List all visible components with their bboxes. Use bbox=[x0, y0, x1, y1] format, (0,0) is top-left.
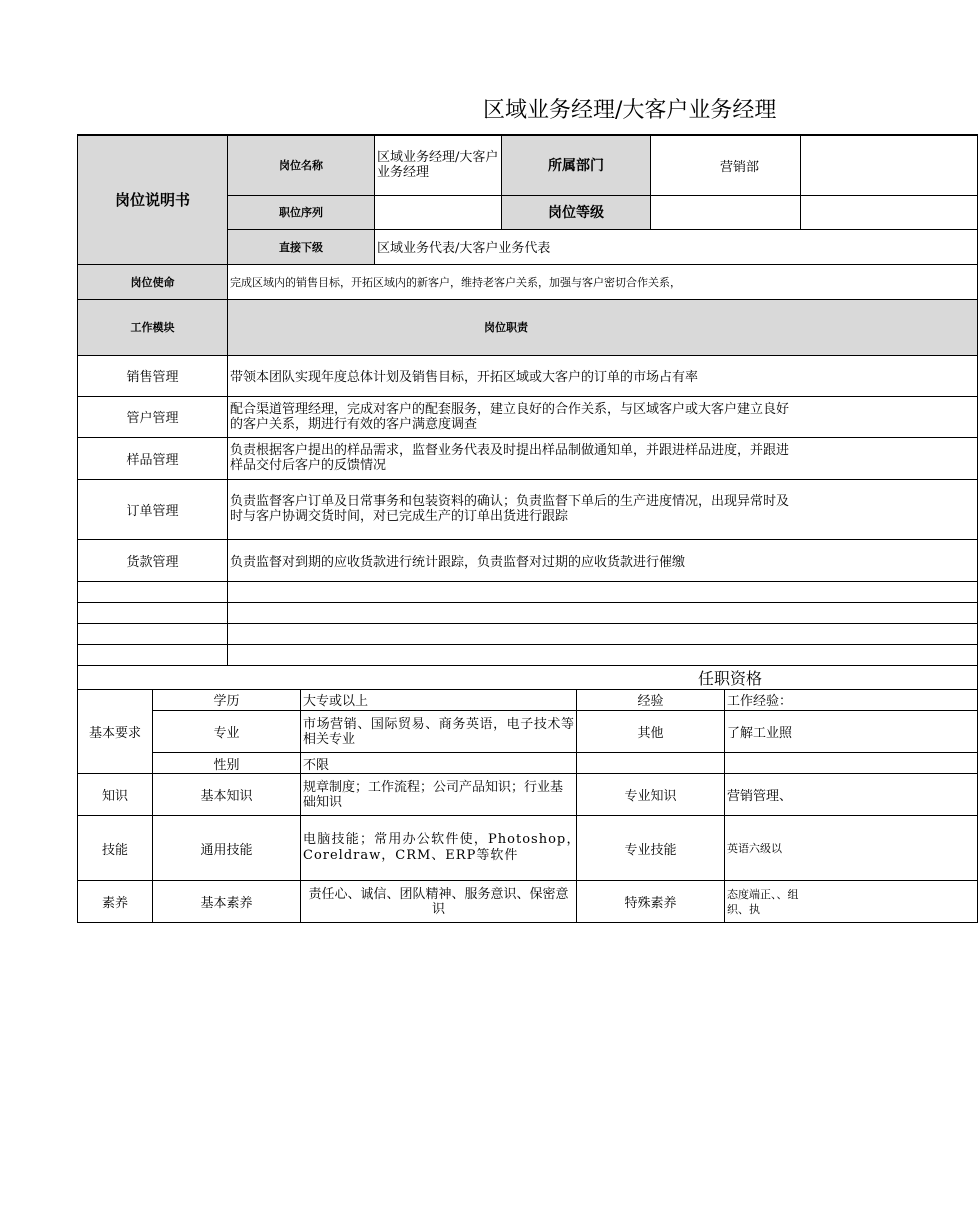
mission-text: 完成区域内的销售目标，开拓区域内的新客户，维持老客户关系，加强与客户密切合作关系， bbox=[228, 264, 978, 299]
general-skills-value: 电脑技能；常用办公软件使，Photoshop， Coreldraw，CRM、ERP等软件 bbox=[301, 816, 577, 881]
duty-module: 订单管理 bbox=[78, 479, 228, 539]
subordinate-label: 直接下级 bbox=[228, 229, 375, 264]
empty-cell bbox=[78, 644, 228, 665]
qualification-title-cell bbox=[78, 665, 978, 689]
professional-knowledge-value: 营销管理、 bbox=[725, 774, 978, 816]
basic-knowledge-value: 规章制度；工作流程；公司产品知识；行业基础知识 bbox=[301, 774, 577, 816]
duty-module: 销售管理 bbox=[78, 355, 228, 396]
position-name-value: 区域业务经理/大客户业务经理 bbox=[375, 135, 502, 195]
sequence-label: 职位序列 bbox=[228, 195, 375, 229]
education-label: 学历 bbox=[153, 690, 301, 711]
empty-cell bbox=[228, 602, 978, 623]
grade-value bbox=[651, 195, 801, 229]
gender-label: 性别 bbox=[153, 753, 301, 774]
basic-quality-label: 基本素养 bbox=[153, 881, 301, 923]
duty-header-text: 岗位职责 bbox=[484, 321, 528, 334]
duty-text: 带领本团队实现年度总体计划及销售目标，开拓区域或大客户的订单的市场占有率 bbox=[228, 355, 978, 396]
major-value: 市场营销、国际贸易、商务英语，电子技术等相关专业 bbox=[301, 711, 577, 753]
empty-cell bbox=[228, 623, 978, 644]
empty-cell bbox=[78, 602, 228, 623]
basic-knowledge-label: 基本知识 bbox=[153, 774, 301, 816]
special-quality-wrap: 态度端正、、组织、执 bbox=[727, 887, 799, 916]
professional-skills-label: 专业技能 bbox=[577, 816, 725, 881]
sequence-value bbox=[375, 195, 502, 229]
other-label: 其他 bbox=[577, 711, 725, 753]
department-label: 所属部门 bbox=[502, 135, 651, 195]
empty-cell bbox=[577, 753, 725, 774]
module-header: 工作模块 bbox=[78, 299, 228, 355]
professional-skills-value: 英语六级以 bbox=[725, 816, 978, 881]
skills-label: 技能 bbox=[78, 816, 153, 881]
professional-knowledge-label: 专业知识 bbox=[577, 774, 725, 816]
duty-text-wrap: 负责监督客户订单及日常事务和包装资料的确认；负责监督下单后的生产进度情况，出现异常时及时与客户协调交货时间，对已完成生产的订单出货进行跟踪 bbox=[230, 494, 790, 524]
empty-cell bbox=[228, 644, 978, 665]
duty-text-wrap: 配合渠道管理经理，完成对客户的配套服务，建立良好的合作关系，与区域客户或大客户建立良好的客户关系，期进行有效的客户满意度调查 bbox=[230, 401, 790, 432]
knowledge-label: 知识 bbox=[78, 774, 153, 816]
education-value: 大专或以上 bbox=[301, 690, 577, 711]
duty-text bbox=[228, 437, 978, 479]
subordinate-value: 区域业务代表/大客户业务代表 bbox=[375, 229, 978, 264]
page-title: 区域业务经理/大客户业务经理 bbox=[483, 98, 777, 123]
empty-cell bbox=[78, 623, 228, 644]
duty-module: 管户管理 bbox=[78, 396, 228, 437]
job-description-sheet bbox=[77, 134, 800, 934]
duty-module: 货款管理 bbox=[78, 539, 228, 581]
other-value: 了解工业照 bbox=[725, 711, 978, 753]
grade-label: 岗位等级 bbox=[502, 195, 651, 229]
department-value: 营销部 bbox=[651, 135, 801, 195]
job-description-label: 岗位说明书 bbox=[78, 135, 228, 264]
header-table bbox=[77, 134, 978, 690]
empty-cell bbox=[725, 753, 978, 774]
qualification-table bbox=[77, 690, 978, 924]
duty-text bbox=[228, 479, 978, 539]
duty-text bbox=[228, 396, 978, 437]
duty-module: 样品管理 bbox=[78, 437, 228, 479]
basic-quality-value: 责任心、诚信、团队精神、服务意识、保密意识 bbox=[301, 881, 577, 923]
experience-label: 经验 bbox=[577, 690, 725, 711]
duty-header bbox=[228, 299, 978, 355]
major-label: 专业 bbox=[153, 711, 301, 753]
special-quality-value bbox=[725, 881, 978, 923]
mission-label: 岗位使命 bbox=[78, 264, 228, 299]
empty-cell bbox=[228, 581, 978, 602]
general-skills-label: 通用技能 bbox=[153, 816, 301, 881]
position-name-label: 岗位名称 bbox=[228, 135, 375, 195]
quality-label: 素养 bbox=[78, 881, 153, 923]
duty-text: 负责监督对到期的应收货款进行统计跟踪，负责监督对过期的应收货款进行催缴 bbox=[228, 539, 978, 581]
experience-value: 工作经验： bbox=[725, 690, 978, 711]
duty-text-wrap: 负责根据客户提出的样品需求，监督业务代表及时提出样品制做通知单，并跟进样品进度，并跟进样品交付后客户的反馈情况 bbox=[230, 443, 790, 473]
gender-value: 不限 bbox=[301, 753, 577, 774]
special-quality-label: 特殊素养 bbox=[577, 881, 725, 923]
empty-cell bbox=[78, 581, 228, 602]
basic-requirements-label: 基本要求 bbox=[78, 690, 153, 774]
qualification-title: 任职资格 bbox=[698, 668, 763, 688]
